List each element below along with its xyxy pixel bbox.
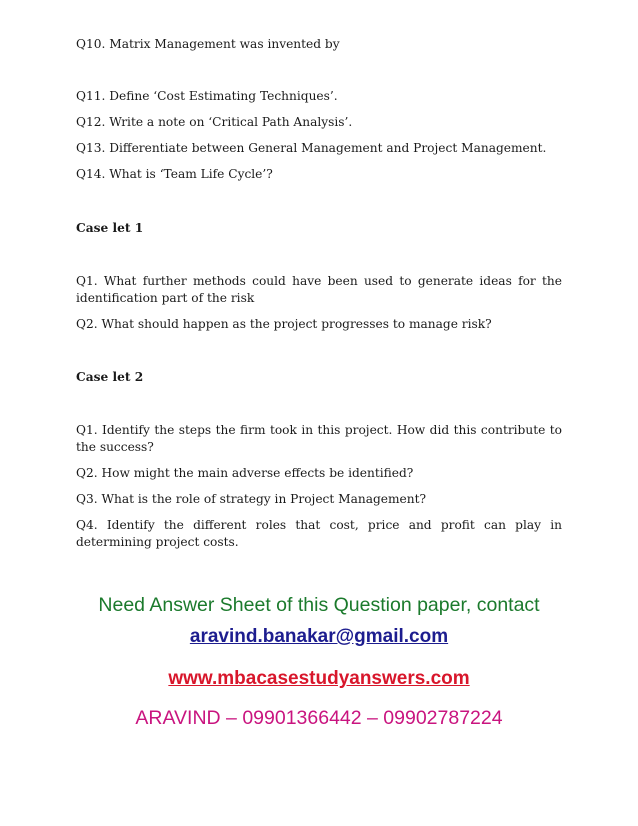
question-q13: Q13. Differentiate between General Management and Project Management. bbox=[76, 141, 547, 155]
contact-website-link[interactable]: www.mbacasestudyanswers.com bbox=[168, 668, 470, 689]
question-q12: Q12. Write a note on ‘Critical Path Analysis’. bbox=[76, 115, 353, 129]
question-q14: Q14. What is ‘Team Life Cycle’? bbox=[76, 167, 273, 181]
contact-email-link[interactable]: aravind.banakar@gmail.com bbox=[189, 626, 449, 647]
caselet2-question-q1: Q1. Identify the steps the firm took in this project. How did this contribute to the success? bbox=[76, 423, 562, 454]
caselet2-question-q3: Q3. What is the role of strategy in Project Management? bbox=[76, 492, 427, 506]
question-q11: Q11. Define ‘Cost Estimating Techniques’. bbox=[76, 89, 338, 103]
caselet1-question-q1: Q1. What further methods could have been used to generate ideas for the identification part of the risk bbox=[76, 274, 562, 305]
caselet2-question-q4: Q4. Identify the different roles that cost, price and profit can play in determining project costs. bbox=[76, 518, 562, 549]
contact-phone-line: ARAVIND – 09901366442 – 09902787224 bbox=[135, 707, 503, 729]
caselet1-question-q2: Q2. What should happen as the project progresses to manage risk? bbox=[76, 317, 492, 331]
caselet2-question-q2: Q2. How might the main adverse effects be identified? bbox=[76, 466, 414, 480]
caselet2-heading: Case let 2 bbox=[76, 370, 144, 384]
contact-request-line: Need Answer Sheet of this Question paper, contact bbox=[98, 594, 540, 616]
question-q10: Q10. Matrix Management was invented by bbox=[76, 37, 340, 51]
caselet1-heading: Case let 1 bbox=[76, 221, 144, 235]
